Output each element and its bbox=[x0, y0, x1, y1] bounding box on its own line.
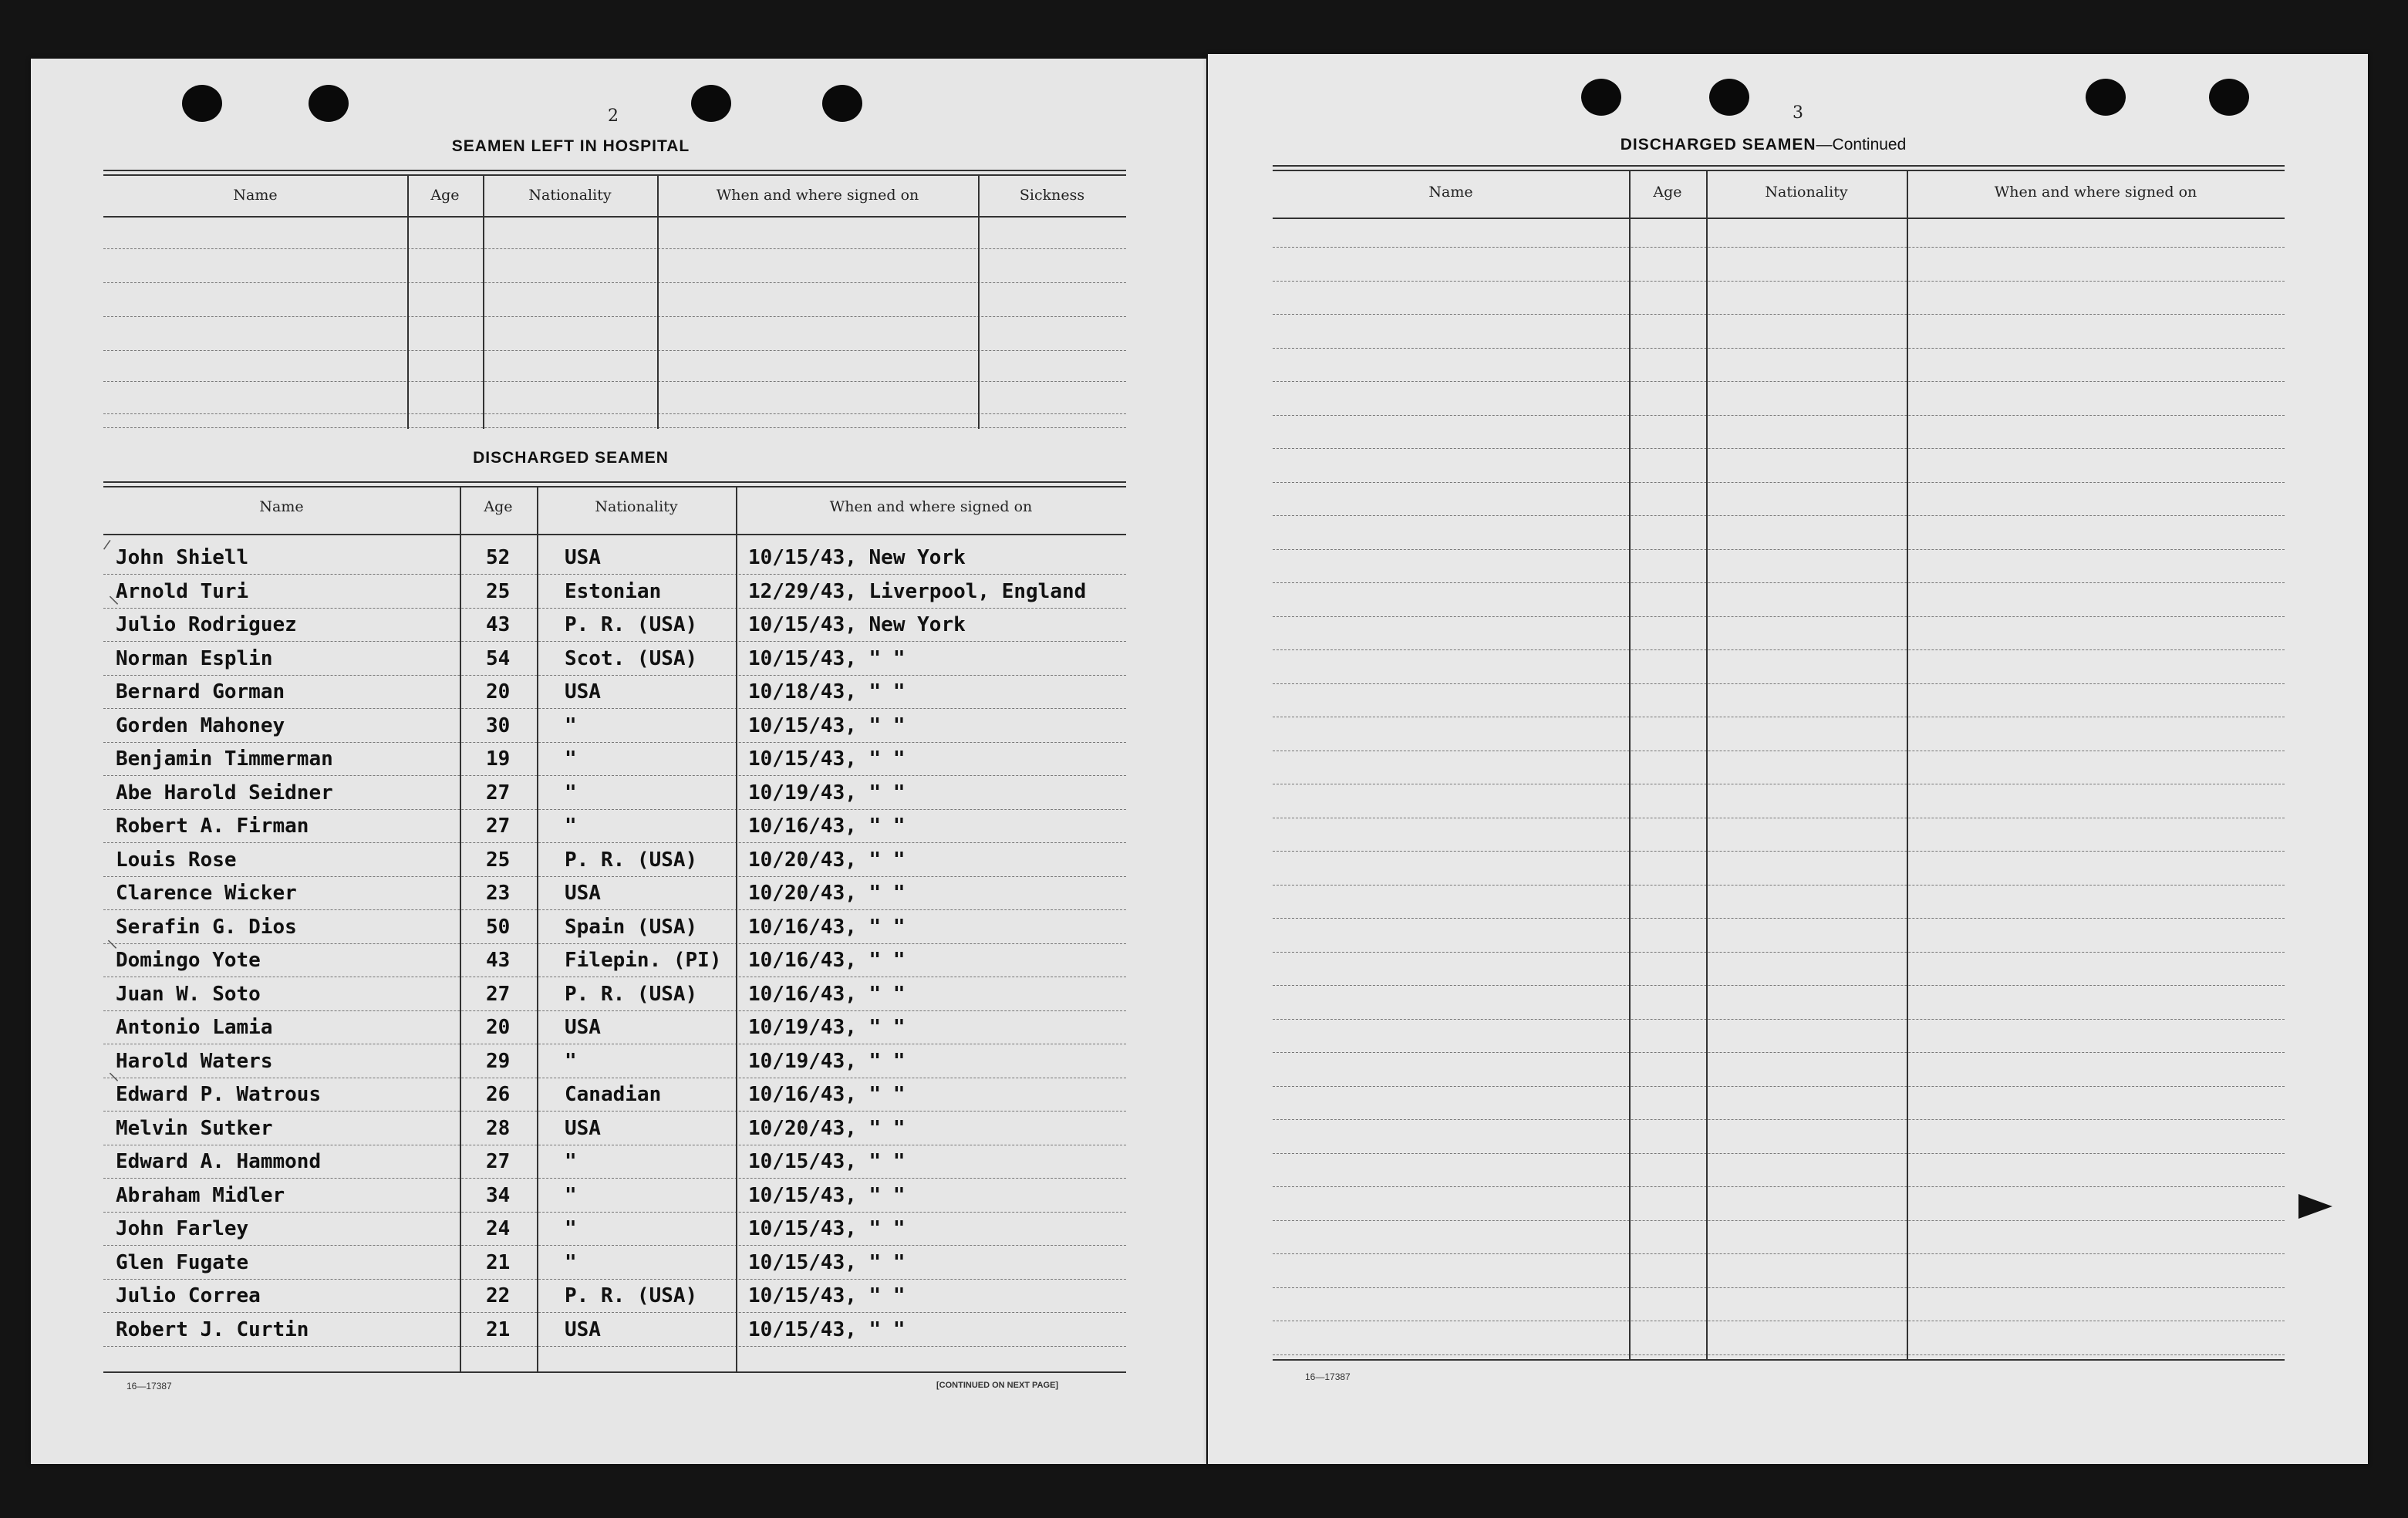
row-line bbox=[1273, 616, 2285, 617]
title-main: DISCHARGED SEAMEN bbox=[1620, 136, 1816, 153]
seaman-age: 24 bbox=[486, 1217, 511, 1240]
right-page bbox=[1208, 54, 2368, 1464]
seaman-name: Juan W. Soto bbox=[116, 982, 261, 1006]
row-line bbox=[103, 1279, 1126, 1280]
row-line bbox=[1273, 348, 2285, 349]
seaman-age: 25 bbox=[486, 848, 511, 872]
row-line bbox=[103, 775, 1126, 776]
punch-hole bbox=[182, 85, 222, 122]
seaman-signed-on: 10/19/43, " " bbox=[748, 1049, 906, 1073]
row-line bbox=[1273, 985, 2285, 986]
seaman-nationality: USA bbox=[565, 680, 601, 703]
discharged-col-header: Age bbox=[484, 498, 513, 515]
tick-mark: ⸍ bbox=[99, 535, 116, 565]
seaman-nationality: " bbox=[565, 713, 577, 737]
seaman-name: Abraham Midler bbox=[116, 1183, 285, 1207]
seaman-nationality: P. R. (USA) bbox=[565, 982, 698, 1006]
row-line bbox=[1273, 515, 2285, 516]
seaman-name: John Farley bbox=[116, 1217, 249, 1240]
row-line bbox=[1273, 1119, 2285, 1120]
discharged-title: DISCHARGED SEAMEN bbox=[473, 449, 669, 467]
continued-note: [CONTINUED ON NEXT PAGE] bbox=[936, 1381, 1059, 1390]
row-line bbox=[103, 641, 1126, 642]
seaman-nationality: " bbox=[565, 1049, 577, 1073]
row-line bbox=[103, 809, 1126, 810]
row-line bbox=[1273, 1019, 2285, 1020]
seaman-nationality: " bbox=[565, 1183, 577, 1207]
row-line bbox=[1273, 281, 2285, 282]
continued-col-header: Age bbox=[1653, 184, 1682, 201]
row-line bbox=[1273, 482, 2285, 483]
seaman-age: 19 bbox=[486, 747, 511, 771]
continued-col-header: Name bbox=[1428, 184, 1473, 201]
seaman-name: Bernard Gorman bbox=[116, 680, 285, 703]
row-line bbox=[103, 350, 1126, 351]
page-number: 3 bbox=[1793, 103, 1803, 123]
row-line bbox=[1273, 549, 2285, 550]
table-rule bbox=[1273, 218, 2285, 219]
seaman-age: 28 bbox=[486, 1116, 511, 1140]
seaman-age: 54 bbox=[486, 646, 511, 670]
row-line bbox=[1273, 683, 2285, 684]
seaman-name: Benjamin Timmerman bbox=[116, 747, 333, 771]
form-number: 16—17387 bbox=[1305, 1371, 1351, 1382]
hospital-title: SEAMEN LEFT IN HOSPITAL bbox=[451, 137, 690, 155]
seaman-name: Glen Fugate bbox=[116, 1250, 249, 1274]
row-line bbox=[1273, 1052, 2285, 1053]
page-number: 2 bbox=[608, 106, 619, 126]
row-line bbox=[1273, 415, 2285, 416]
seaman-name: Clarence Wicker bbox=[116, 882, 297, 905]
table-rule bbox=[103, 534, 1126, 535]
row-line bbox=[103, 381, 1126, 382]
seaman-age: 25 bbox=[486, 579, 511, 603]
row-line bbox=[103, 1111, 1126, 1112]
seaman-name: Abe Harold Seidner bbox=[116, 781, 333, 805]
seaman-name: Robert A. Firman bbox=[116, 815, 309, 838]
tick-mark: ⸌ bbox=[108, 1068, 120, 1095]
column-divider bbox=[1907, 170, 1908, 1359]
punch-hole bbox=[1581, 79, 1621, 116]
punch-hole bbox=[2086, 79, 2126, 116]
column-divider bbox=[978, 174, 980, 429]
seaman-signed-on: 10/19/43, " " bbox=[748, 781, 906, 805]
seaman-signed-on: 10/15/43, New York bbox=[748, 613, 966, 636]
punch-hole bbox=[1709, 79, 1749, 116]
seaman-signed-on: 10/16/43, " " bbox=[748, 1083, 906, 1106]
seaman-age: 50 bbox=[486, 915, 511, 939]
row-line bbox=[1273, 952, 2285, 953]
seaman-signed-on: 10/20/43, " " bbox=[748, 1116, 906, 1140]
row-line bbox=[1273, 1220, 2285, 1221]
seaman-nationality: Canadian bbox=[565, 1083, 662, 1106]
seaman-nationality: USA bbox=[565, 1317, 601, 1341]
row-line bbox=[1273, 885, 2285, 886]
seaman-nationality: P. R. (USA) bbox=[565, 1284, 698, 1307]
seaman-nationality: Filepin. (PI) bbox=[565, 949, 722, 972]
table-rule bbox=[103, 170, 1126, 171]
discharged-col-header: Nationality bbox=[595, 498, 678, 515]
row-line bbox=[1273, 1287, 2285, 1288]
seaman-name: Gorden Mahoney bbox=[116, 713, 285, 737]
seaman-name: Melvin Sutker bbox=[116, 1116, 273, 1140]
seaman-nationality: " bbox=[565, 1250, 577, 1274]
row-line bbox=[1273, 1086, 2285, 1087]
hospital-col-header: Sickness bbox=[1019, 187, 1085, 204]
seaman-nationality: " bbox=[565, 747, 577, 771]
row-line bbox=[103, 708, 1126, 709]
seaman-signed-on: 10/15/43, " " bbox=[748, 1183, 906, 1207]
seaman-signed-on: 10/15/43, " " bbox=[748, 1150, 906, 1173]
seaman-name: Norman Esplin bbox=[116, 646, 273, 670]
seaman-signed-on: 10/16/43, " " bbox=[748, 949, 906, 972]
seaman-name: Harold Waters bbox=[116, 1049, 273, 1073]
seaman-age: 27 bbox=[486, 982, 511, 1006]
seaman-nationality: " bbox=[565, 781, 577, 805]
row-line bbox=[103, 675, 1126, 676]
row-line bbox=[1273, 381, 2285, 382]
seaman-signed-on: 10/16/43, " " bbox=[748, 815, 906, 838]
table-rule bbox=[103, 1371, 1126, 1373]
seaman-name: Serafin G. Dios bbox=[116, 915, 297, 939]
seaman-nationality: USA bbox=[565, 1016, 601, 1039]
punch-hole bbox=[2209, 79, 2249, 116]
row-line bbox=[103, 608, 1126, 609]
row-line bbox=[103, 316, 1126, 317]
row-line bbox=[103, 842, 1126, 843]
seaman-name: Julio Correa bbox=[116, 1284, 261, 1307]
seaman-name: Edward P. Watrous bbox=[116, 1083, 322, 1106]
seaman-name: Domingo Yote bbox=[116, 949, 261, 972]
row-line bbox=[103, 909, 1126, 910]
column-divider bbox=[736, 486, 737, 1371]
discharged-col-header: Name bbox=[259, 498, 304, 515]
tick-mark: ⸌ bbox=[108, 592, 120, 619]
hospital-col-header: When and where signed on bbox=[716, 187, 919, 204]
row-line bbox=[1273, 851, 2285, 852]
discharged-continued-title bbox=[1501, 136, 2025, 154]
seaman-signed-on: 10/15/43, " " bbox=[748, 1250, 906, 1274]
table-rule bbox=[1273, 165, 2285, 167]
row-line bbox=[103, 742, 1126, 743]
row-line bbox=[103, 413, 1126, 414]
seaman-age: 22 bbox=[486, 1284, 511, 1307]
continued-col-header: When and where signed on bbox=[1994, 184, 2197, 201]
seaman-nationality: " bbox=[565, 1150, 577, 1173]
row-line bbox=[103, 943, 1126, 944]
seaman-nationality: USA bbox=[565, 546, 601, 569]
column-divider bbox=[407, 174, 409, 429]
row-line bbox=[103, 1346, 1126, 1347]
column-divider bbox=[460, 486, 461, 1371]
left-page bbox=[31, 59, 1206, 1464]
seaman-nationality: Scot. (USA) bbox=[565, 646, 698, 670]
hospital-col-header: Nationality bbox=[528, 187, 612, 204]
seaman-age: 27 bbox=[486, 815, 511, 838]
seaman-signed-on: 10/15/43, " " bbox=[748, 646, 906, 670]
seaman-nationality: P. R. (USA) bbox=[565, 613, 698, 636]
seaman-age: 20 bbox=[486, 680, 511, 703]
seaman-name: Edward A. Hammond bbox=[116, 1150, 322, 1173]
row-line bbox=[103, 574, 1126, 575]
seaman-signed-on: 10/20/43, " " bbox=[748, 882, 906, 905]
seaman-nationality: USA bbox=[565, 1116, 601, 1140]
seaman-name: Robert J. Curtin bbox=[116, 1317, 309, 1341]
table-rule bbox=[103, 174, 1126, 176]
seaman-age: 20 bbox=[486, 1016, 511, 1039]
table-rule bbox=[103, 216, 1126, 218]
table-rule bbox=[103, 481, 1126, 483]
seaman-age: 43 bbox=[486, 949, 511, 972]
row-line bbox=[1273, 314, 2285, 315]
row-line bbox=[103, 1245, 1126, 1246]
seaman-age: 23 bbox=[486, 882, 511, 905]
title-suffix: —Continued bbox=[1816, 136, 1907, 153]
seaman-nationality: " bbox=[565, 815, 577, 838]
seaman-signed-on: 10/15/43, New York bbox=[748, 546, 966, 569]
column-divider bbox=[1629, 170, 1631, 1359]
seaman-nationality: " bbox=[565, 1217, 577, 1240]
seaman-signed-on: 12/29/43, Liverpool, England bbox=[748, 579, 1087, 603]
table-rule bbox=[103, 486, 1126, 487]
row-line bbox=[1273, 582, 2285, 583]
seaman-signed-on: 10/19/43, " " bbox=[748, 1016, 906, 1039]
seaman-age: 29 bbox=[486, 1049, 511, 1073]
seaman-name: John Shiell bbox=[116, 546, 249, 569]
tick-mark: ⸌ bbox=[106, 936, 118, 963]
seaman-name: Antonio Lamia bbox=[116, 1016, 273, 1039]
seaman-age: 52 bbox=[486, 546, 511, 569]
seaman-name: Julio Rodriguez bbox=[116, 613, 297, 636]
seaman-signed-on: 10/20/43, " " bbox=[748, 848, 906, 872]
seaman-signed-on: 10/15/43, " " bbox=[748, 713, 906, 737]
seaman-signed-on: 10/15/43, " " bbox=[748, 1317, 906, 1341]
seaman-nationality: USA bbox=[565, 882, 601, 905]
row-line bbox=[1273, 918, 2285, 919]
seaman-age: 30 bbox=[486, 713, 511, 737]
seaman-nationality: P. R. (USA) bbox=[565, 848, 698, 872]
table-rule bbox=[1273, 170, 2285, 171]
seaman-age: 26 bbox=[486, 1083, 511, 1106]
punch-hole bbox=[309, 85, 349, 122]
seaman-age: 21 bbox=[486, 1317, 511, 1341]
seaman-age: 43 bbox=[486, 613, 511, 636]
seaman-signed-on: 10/16/43, " " bbox=[748, 982, 906, 1006]
row-line bbox=[103, 1010, 1126, 1011]
hospital-col-header: Name bbox=[233, 187, 278, 204]
seaman-age: 27 bbox=[486, 781, 511, 805]
column-divider bbox=[483, 174, 484, 429]
seaman-signed-on: 10/18/43, " " bbox=[748, 680, 906, 703]
seaman-signed-on: 10/16/43, " " bbox=[748, 915, 906, 939]
seaman-age: 27 bbox=[486, 1150, 511, 1173]
seaman-age: 34 bbox=[486, 1183, 511, 1207]
table-rule bbox=[1273, 1359, 2285, 1361]
punch-hole bbox=[822, 85, 862, 122]
row-line bbox=[103, 1312, 1126, 1313]
row-line bbox=[103, 248, 1126, 249]
seaman-signed-on: 10/15/43, " " bbox=[748, 1284, 906, 1307]
seaman-signed-on: 10/15/43, " " bbox=[748, 747, 906, 771]
seaman-name: Arnold Turi bbox=[116, 579, 249, 603]
row-line bbox=[1273, 1186, 2285, 1187]
seaman-name: Louis Rose bbox=[116, 848, 237, 872]
hospital-col-header: Age bbox=[430, 187, 460, 204]
row-line bbox=[103, 282, 1126, 283]
discharged-col-header: When and where signed on bbox=[829, 498, 1033, 515]
row-line bbox=[1273, 1354, 2285, 1355]
row-line bbox=[103, 1178, 1126, 1179]
seaman-age: 21 bbox=[486, 1250, 511, 1274]
column-divider bbox=[657, 174, 659, 429]
row-line bbox=[103, 1212, 1126, 1213]
column-divider bbox=[537, 486, 538, 1371]
row-line bbox=[1273, 1253, 2285, 1254]
seaman-nationality: Spain (USA) bbox=[565, 915, 698, 939]
punch-hole bbox=[691, 85, 731, 122]
row-line bbox=[103, 427, 1126, 428]
row-line bbox=[1273, 247, 2285, 248]
row-line bbox=[1273, 1153, 2285, 1154]
row-line bbox=[1273, 649, 2285, 650]
seaman-signed-on: 10/15/43, " " bbox=[748, 1217, 906, 1240]
seaman-nationality: Estonian bbox=[565, 579, 662, 603]
clip-mark bbox=[2298, 1194, 2332, 1219]
column-divider bbox=[1706, 170, 1708, 1359]
row-line bbox=[103, 876, 1126, 877]
row-line bbox=[1273, 448, 2285, 449]
form-number: 16—17387 bbox=[126, 1381, 172, 1392]
continued-col-header: Nationality bbox=[1765, 184, 1848, 201]
